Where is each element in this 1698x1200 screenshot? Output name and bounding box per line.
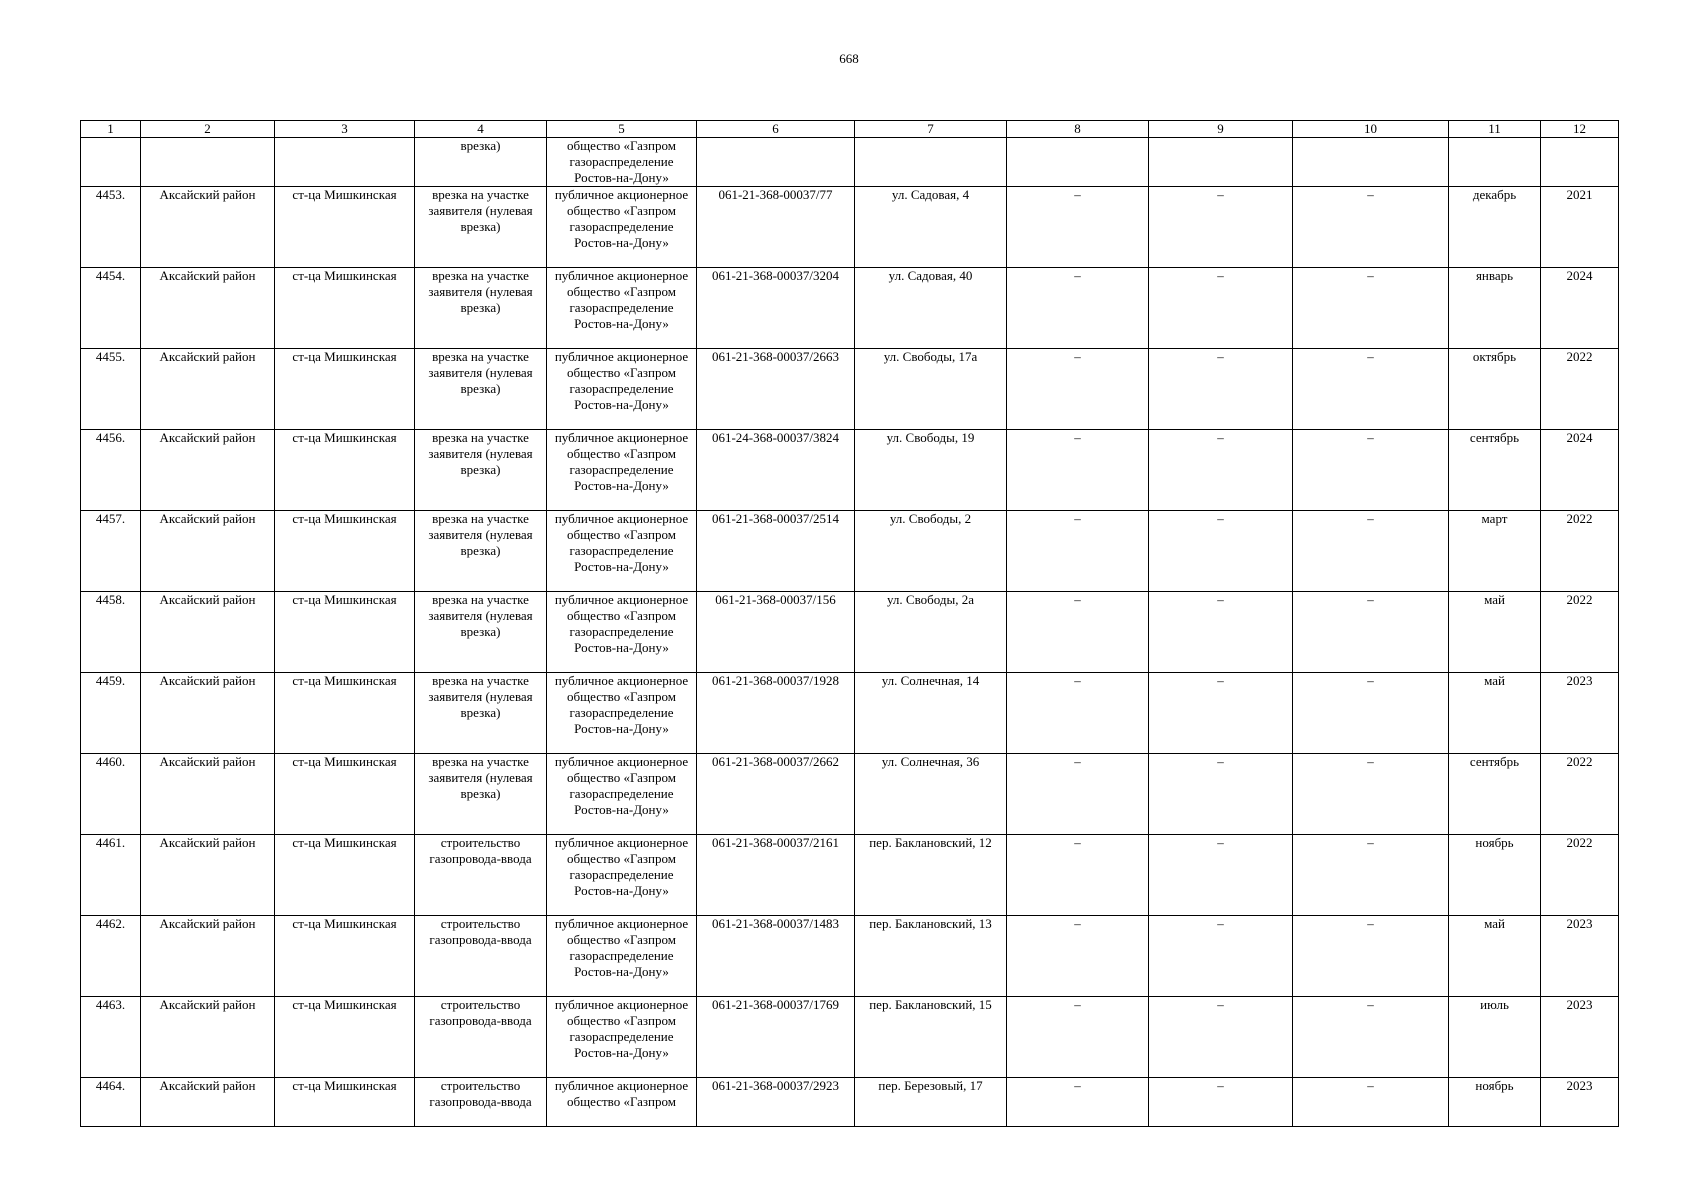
table-row xyxy=(81,511,1619,592)
organization-cell: публичное акционерное общество «Газпром газораспределение Ростов-на-Дону» xyxy=(547,268,697,349)
continuation-row xyxy=(81,138,1619,187)
col8-cell: – xyxy=(1007,268,1149,349)
work-type-cell: врезка на участке заявителя (нулевая врезка) xyxy=(415,430,547,511)
district-cell: Аксайский район xyxy=(141,349,275,430)
work-type-cell: врезка на участке заявителя (нулевая врезка) xyxy=(415,754,547,835)
district-cell: Аксайский район xyxy=(141,997,275,1078)
district-cell: Аксайский район xyxy=(141,430,275,511)
locality-cell: ст-ца Мишкинская xyxy=(275,673,415,754)
month-cell: май xyxy=(1449,592,1541,673)
table-row xyxy=(81,592,1619,673)
col9-cell: – xyxy=(1149,916,1293,997)
row-number: 4460. xyxy=(81,754,141,835)
address-cell: ул. Садовая, 40 xyxy=(855,268,1007,349)
address-cell: ул. Свободы, 17а xyxy=(855,349,1007,430)
cell-c7 xyxy=(855,138,1007,187)
col9-cell: – xyxy=(1149,187,1293,268)
registry-code-cell: 061-21-368-00037/1928 xyxy=(697,673,855,754)
month-cell: октябрь xyxy=(1449,349,1541,430)
district-cell: Аксайский район xyxy=(141,511,275,592)
locality-cell: ст-ца Мишкинская xyxy=(275,754,415,835)
col8-cell: – xyxy=(1007,511,1149,592)
cell-org: общество «Газпром газораспределение Ростов-на-Дону» xyxy=(547,138,697,187)
col10-cell: – xyxy=(1293,349,1449,430)
column-header-5: 5 xyxy=(547,121,697,138)
month-cell: март xyxy=(1449,511,1541,592)
organization-cell: публичное акционерное общество «Газпром газораспределение Ростов-на-Дону» xyxy=(547,349,697,430)
table-row xyxy=(81,997,1619,1078)
column-header-10: 10 xyxy=(1293,121,1449,138)
work-type-cell: врезка на участке заявителя (нулевая врезка) xyxy=(415,673,547,754)
col8-cell: – xyxy=(1007,997,1149,1078)
column-header-3: 3 xyxy=(275,121,415,138)
locality-cell: ст-ца Мишкинская xyxy=(275,916,415,997)
district-cell: Аксайский район xyxy=(141,835,275,916)
column-header-1: 1 xyxy=(81,121,141,138)
address-cell: ул. Солнечная, 36 xyxy=(855,754,1007,835)
col9-cell: – xyxy=(1149,754,1293,835)
table-row xyxy=(81,1078,1619,1127)
cell-c10 xyxy=(1293,138,1449,187)
column-header-8: 8 xyxy=(1007,121,1149,138)
col10-cell: – xyxy=(1293,187,1449,268)
col10-cell: – xyxy=(1293,430,1449,511)
page-number: 668 xyxy=(839,51,859,66)
row-number: 4461. xyxy=(81,835,141,916)
registry-code-cell: 061-21-368-00037/1483 xyxy=(697,916,855,997)
month-cell: сентябрь xyxy=(1449,754,1541,835)
column-header-11: 11 xyxy=(1449,121,1541,138)
year-cell: 2021 xyxy=(1541,187,1619,268)
row-number: 4453. xyxy=(81,187,141,268)
col10-cell: – xyxy=(1293,268,1449,349)
col8-cell: – xyxy=(1007,187,1149,268)
col8-cell: – xyxy=(1007,349,1149,430)
col9-cell: – xyxy=(1149,1078,1293,1127)
registry-code-cell: 061-21-368-00037/2514 xyxy=(697,511,855,592)
address-cell: пер. Баклановский, 15 xyxy=(855,997,1007,1078)
table-row xyxy=(81,673,1619,754)
col8-cell: – xyxy=(1007,592,1149,673)
cell-c9 xyxy=(1149,138,1293,187)
address-cell: пер. Березовый, 17 xyxy=(855,1078,1007,1127)
organization-cell: публичное акционерное общество «Газпром газораспределение Ростов-на-Дону» xyxy=(547,673,697,754)
registry-code-cell: 061-21-368-00037/3204 xyxy=(697,268,855,349)
col10-cell: – xyxy=(1293,592,1449,673)
year-cell: 2022 xyxy=(1541,349,1619,430)
locality-cell: ст-ца Мишкинская xyxy=(275,268,415,349)
locality-cell: ст-ца Мишкинская xyxy=(275,592,415,673)
organization-cell: публичное акционерное общество «Газпром газораспределение Ростов-на-Дону» xyxy=(547,997,697,1078)
organization-cell: публичное акционерное общество «Газпром газораспределение Ростов-на-Дону» xyxy=(547,592,697,673)
registry-code-cell: 061-21-368-00037/77 xyxy=(697,187,855,268)
registry-code-cell: 061-24-368-00037/3824 xyxy=(697,430,855,511)
month-cell: май xyxy=(1449,916,1541,997)
district-cell: Аксайский район xyxy=(141,673,275,754)
address-cell: пер. Баклановский, 12 xyxy=(855,835,1007,916)
locality-cell: ст-ца Мишкинская xyxy=(275,187,415,268)
col10-cell: – xyxy=(1293,916,1449,997)
year-cell: 2023 xyxy=(1541,997,1619,1078)
column-header-12: 12 xyxy=(1541,121,1619,138)
organization-cell: публичное акционерное общество «Газпром газораспределение Ростов-на-Дону» xyxy=(547,754,697,835)
year-cell: 2024 xyxy=(1541,430,1619,511)
column-number-row xyxy=(81,121,1619,138)
cell-c11 xyxy=(1449,138,1541,187)
cell-work: врезка) xyxy=(415,138,547,187)
district-cell: Аксайский район xyxy=(141,754,275,835)
gas-connection-table xyxy=(80,120,1619,1127)
row-number: 4463. xyxy=(81,997,141,1078)
col10-cell: – xyxy=(1293,754,1449,835)
locality-cell: ст-ца Мишкинская xyxy=(275,997,415,1078)
locality-cell: ст-ца Мишкинская xyxy=(275,1078,415,1127)
col9-cell: – xyxy=(1149,349,1293,430)
registry-code-cell: 061-21-368-00037/2662 xyxy=(697,754,855,835)
col9-cell: – xyxy=(1149,592,1293,673)
month-cell: сентябрь xyxy=(1449,430,1541,511)
row-number: 4459. xyxy=(81,673,141,754)
locality-cell: ст-ца Мишкинская xyxy=(275,835,415,916)
work-type-cell: врезка на участке заявителя (нулевая врезка) xyxy=(415,187,547,268)
table-row xyxy=(81,754,1619,835)
col8-cell: – xyxy=(1007,754,1149,835)
address-cell: ул. Свободы, 19 xyxy=(855,430,1007,511)
month-cell: декабрь xyxy=(1449,187,1541,268)
col9-cell: – xyxy=(1149,997,1293,1078)
organization-cell: публичное акционерное общество «Газпром газораспределение Ростов-на-Дону» xyxy=(547,511,697,592)
district-cell: Аксайский район xyxy=(141,187,275,268)
col8-cell: – xyxy=(1007,673,1149,754)
year-cell: 2022 xyxy=(1541,754,1619,835)
cell-c3 xyxy=(275,138,415,187)
organization-cell: публичное акционерное общество «Газпром газораспределение Ростов-на-Дону» xyxy=(547,835,697,916)
district-cell: Аксайский район xyxy=(141,592,275,673)
month-cell: июль xyxy=(1449,997,1541,1078)
col9-cell: – xyxy=(1149,835,1293,916)
address-cell: ул. Свободы, 2 xyxy=(855,511,1007,592)
address-cell: ул. Солнечная, 14 xyxy=(855,673,1007,754)
address-cell: ул. Садовая, 4 xyxy=(855,187,1007,268)
year-cell: 2023 xyxy=(1541,673,1619,754)
row-number: 4454. xyxy=(81,268,141,349)
work-type-cell: строительство газопровода-ввода xyxy=(415,835,547,916)
table-row xyxy=(81,187,1619,268)
col10-cell: – xyxy=(1293,997,1449,1078)
locality-cell: ст-ца Мишкинская xyxy=(275,349,415,430)
row-number: 4464. xyxy=(81,1078,141,1127)
cell-c6 xyxy=(697,138,855,187)
year-cell: 2023 xyxy=(1541,916,1619,997)
registry-code-cell: 061-21-368-00037/2923 xyxy=(697,1078,855,1127)
organization-cell: публичное акционерное общество «Газпром xyxy=(547,1078,697,1127)
col8-cell: – xyxy=(1007,835,1149,916)
column-header-9: 9 xyxy=(1149,121,1293,138)
locality-cell: ст-ца Мишкинская xyxy=(275,511,415,592)
work-type-cell: врезка на участке заявителя (нулевая врезка) xyxy=(415,268,547,349)
table-row xyxy=(81,349,1619,430)
month-cell: январь xyxy=(1449,268,1541,349)
address-cell: пер. Баклановский, 13 xyxy=(855,916,1007,997)
district-cell: Аксайский район xyxy=(141,268,275,349)
month-cell: май xyxy=(1449,673,1541,754)
year-cell: 2022 xyxy=(1541,511,1619,592)
work-type-cell: врезка на участке заявителя (нулевая врезка) xyxy=(415,592,547,673)
table-row xyxy=(81,430,1619,511)
table-body xyxy=(81,138,1619,1127)
work-type-cell: врезка на участке заявителя (нулевая врезка) xyxy=(415,511,547,592)
column-header-4: 4 xyxy=(415,121,547,138)
col10-cell: – xyxy=(1293,1078,1449,1127)
registry-code-cell: 061-21-368-00037/1769 xyxy=(697,997,855,1078)
cell-c2 xyxy=(141,138,275,187)
work-type-cell: врезка на участке заявителя (нулевая врезка) xyxy=(415,349,547,430)
row-number: 4456. xyxy=(81,430,141,511)
address-cell: ул. Свободы, 2а xyxy=(855,592,1007,673)
col10-cell: – xyxy=(1293,673,1449,754)
month-cell: ноябрь xyxy=(1449,1078,1541,1127)
work-type-cell: строительство газопровода-ввода xyxy=(415,997,547,1078)
row-number: 4455. xyxy=(81,349,141,430)
year-cell: 2022 xyxy=(1541,835,1619,916)
locality-cell: ст-ца Мишкинская xyxy=(275,430,415,511)
district-cell: Аксайский район xyxy=(141,916,275,997)
organization-cell: публичное акционерное общество «Газпром газораспределение Ростов-на-Дону» xyxy=(547,916,697,997)
col8-cell: – xyxy=(1007,916,1149,997)
organization-cell: публичное акционерное общество «Газпром газораспределение Ростов-на-Дону» xyxy=(547,187,697,268)
cell-c1 xyxy=(81,138,141,187)
column-header-2: 2 xyxy=(141,121,275,138)
row-number: 4458. xyxy=(81,592,141,673)
col9-cell: – xyxy=(1149,430,1293,511)
table-row xyxy=(81,916,1619,997)
col10-cell: – xyxy=(1293,835,1449,916)
col10-cell: – xyxy=(1293,511,1449,592)
col9-cell: – xyxy=(1149,268,1293,349)
table-row xyxy=(81,835,1619,916)
work-type-cell: строительство газопровода-ввода xyxy=(415,916,547,997)
column-header-7: 7 xyxy=(855,121,1007,138)
district-cell: Аксайский район xyxy=(141,1078,275,1127)
row-number: 4462. xyxy=(81,916,141,997)
year-cell: 2022 xyxy=(1541,592,1619,673)
organization-cell: публичное акционерное общество «Газпром газораспределение Ростов-на-Дону» xyxy=(547,430,697,511)
col8-cell: – xyxy=(1007,1078,1149,1127)
year-cell: 2024 xyxy=(1541,268,1619,349)
col8-cell: – xyxy=(1007,430,1149,511)
work-type-cell: строительство газопровода-ввода xyxy=(415,1078,547,1127)
registry-code-cell: 061-21-368-00037/156 xyxy=(697,592,855,673)
row-number: 4457. xyxy=(81,511,141,592)
column-header-6: 6 xyxy=(697,121,855,138)
col9-cell: – xyxy=(1149,673,1293,754)
registry-code-cell: 061-21-368-00037/2161 xyxy=(697,835,855,916)
registry-code-cell: 061-21-368-00037/2663 xyxy=(697,349,855,430)
cell-c12 xyxy=(1541,138,1619,187)
table-row xyxy=(81,268,1619,349)
month-cell: ноябрь xyxy=(1449,835,1541,916)
year-cell: 2023 xyxy=(1541,1078,1619,1127)
col9-cell: – xyxy=(1149,511,1293,592)
cell-c8 xyxy=(1007,138,1149,187)
